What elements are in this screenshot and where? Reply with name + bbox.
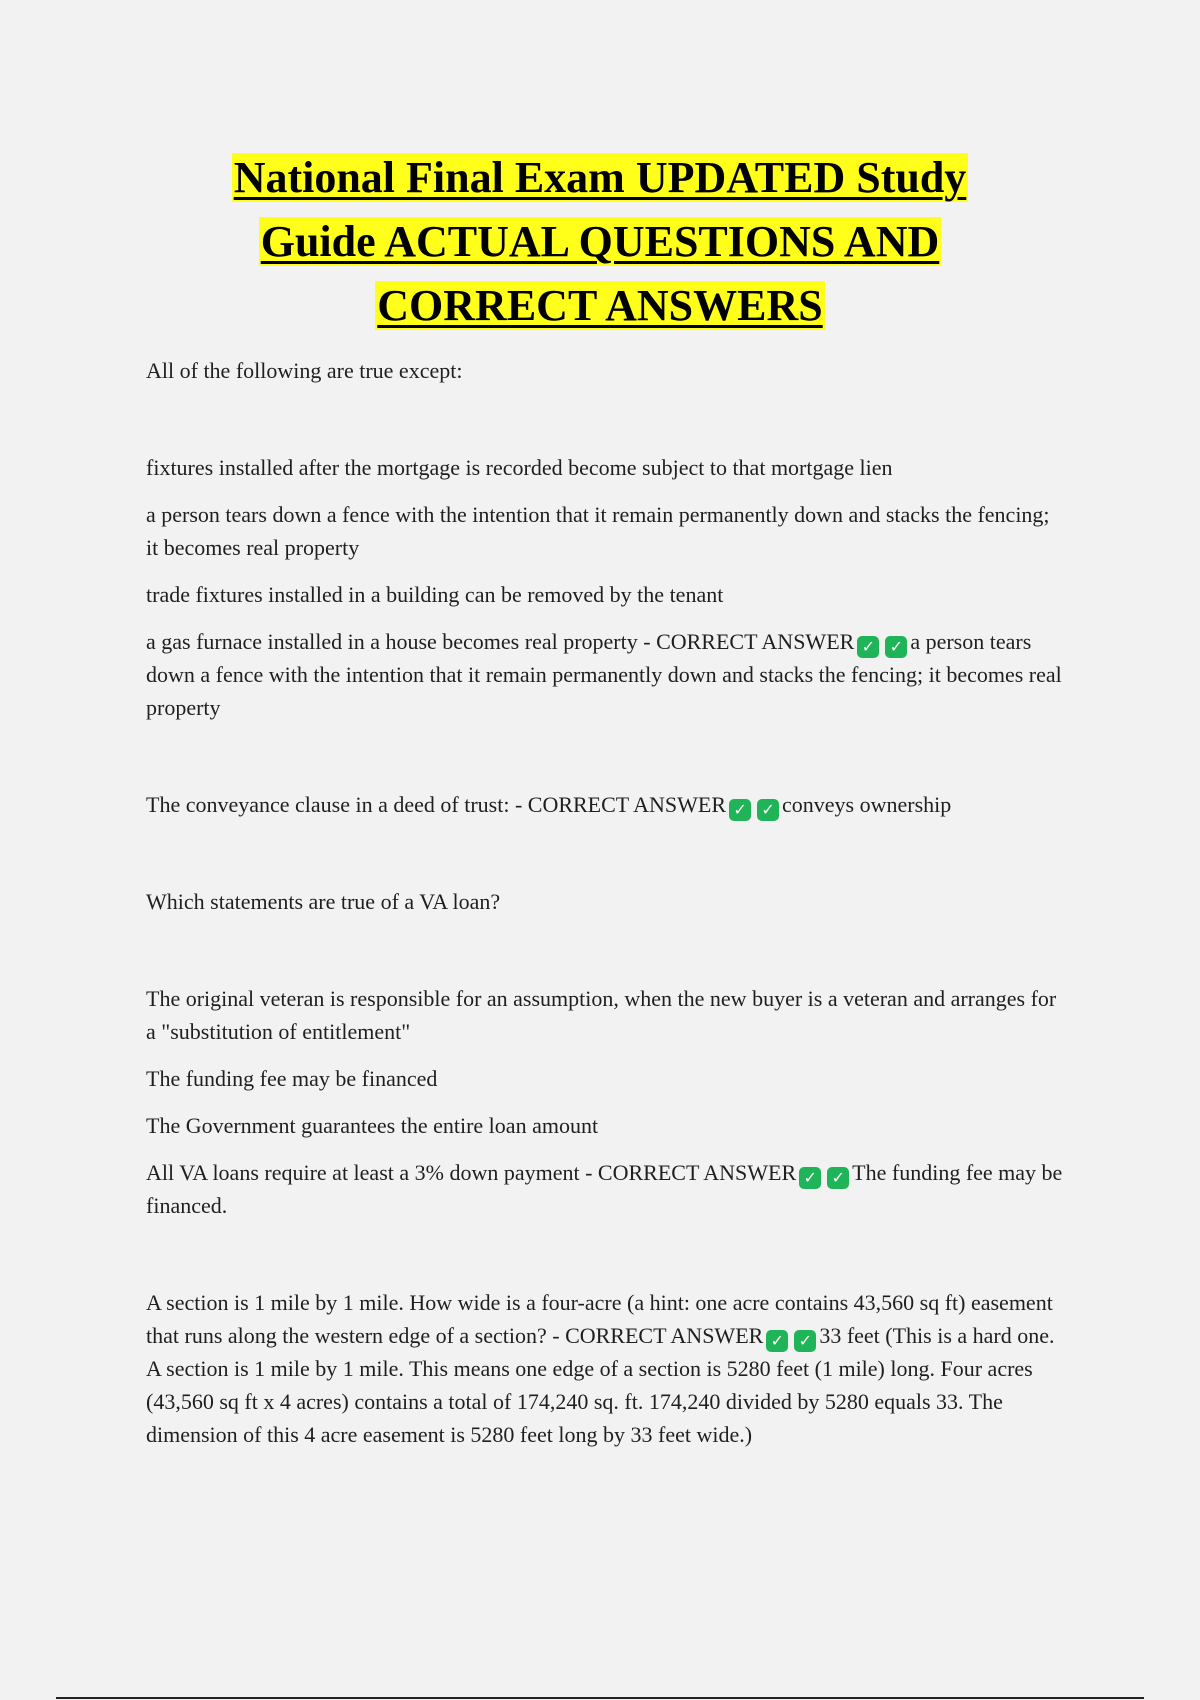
question-3-option-2: The funding fee may be financed xyxy=(146,1066,438,1091)
question-3-answer-block xyxy=(146,1156,1066,1222)
check-icon: ✓ xyxy=(827,1167,849,1189)
question-1-option-2: a person tears down a fence with the intention that it remain permanently down and stacks the fencing; it becomes real property xyxy=(146,502,1050,560)
question-2-answer: conveys ownership xyxy=(782,792,952,817)
document-body xyxy=(146,354,1066,1451)
document-title xyxy=(140,146,1060,338)
title-line-2: Guide ACTUAL QUESTIONS AND xyxy=(260,217,940,266)
title-line-1: National Final Exam UPDATED Study xyxy=(233,153,967,202)
question-2-answer-block xyxy=(146,788,1066,821)
check-icon: ✓ xyxy=(799,1167,821,1189)
question-1-option-3: trade fixtures installed in a building can be removed by the tenant xyxy=(146,582,724,607)
question-1-answer-block xyxy=(146,625,1066,724)
footer-divider xyxy=(56,1697,1144,1699)
check-icon: ✓ xyxy=(766,1330,788,1352)
check-icon: ✓ xyxy=(729,799,751,821)
question-1-option-4: a gas furnace installed in a house becomes real property - CORRECT ANSWER xyxy=(146,629,855,654)
check-icon: ✓ xyxy=(885,636,907,658)
question-1-option-1: fixtures installed after the mortgage is recorded become subject to that mortgage lien xyxy=(146,455,893,480)
question-4: A section is 1 mile by 1 mile. How wide is a four-acre (a hint: one acre contains 43,560 sq ft) easement that runs along the western edge of a section? - CORRECT ANSWER xyxy=(146,1290,1053,1348)
question-3-answer: The funding fee may be financed. xyxy=(146,1160,1063,1218)
question-3-option-4: All VA loans require at least a 3% down payment - CORRECT ANSWER xyxy=(146,1160,797,1185)
question-1: All of the following are true except: xyxy=(146,358,463,383)
question-2: The conveyance clause in a deed of trust: - CORRECT ANSWER xyxy=(146,792,727,817)
title-line-3: CORRECT ANSWERS xyxy=(377,281,823,330)
check-icon: ✓ xyxy=(794,1330,816,1352)
question-3-option-1: The original veteran is responsible for an assumption, when the new buyer is a veteran and arranges for a "substitution of entitlement" xyxy=(146,986,1057,1044)
question-3: Which statements are true of a VA loan? xyxy=(146,889,501,914)
question-1-answer: a person tears down a fence with the intention that it remain permanently down and stacks the fencing; it becomes real property xyxy=(146,629,1062,720)
check-icon: ✓ xyxy=(757,799,779,821)
question-4-answer-block xyxy=(146,1286,1066,1451)
check-icon: ✓ xyxy=(857,636,879,658)
question-4-answer: 33 feet (This is a hard one. A section is 1 mile by 1 mile. This means one edge of a section is 5280 feet (1 mile) long. Four acres (43,560 sq ft x 4 acres) contains a total of 174,240 sq. ft. 174,240 divided by 5280 equals 33. The dimension of this 4 acre easement is 5280 feet long by 33 feet wide.) xyxy=(146,1323,1055,1447)
question-3-option-3: The Government guarantees the entire loan amount xyxy=(146,1113,599,1138)
